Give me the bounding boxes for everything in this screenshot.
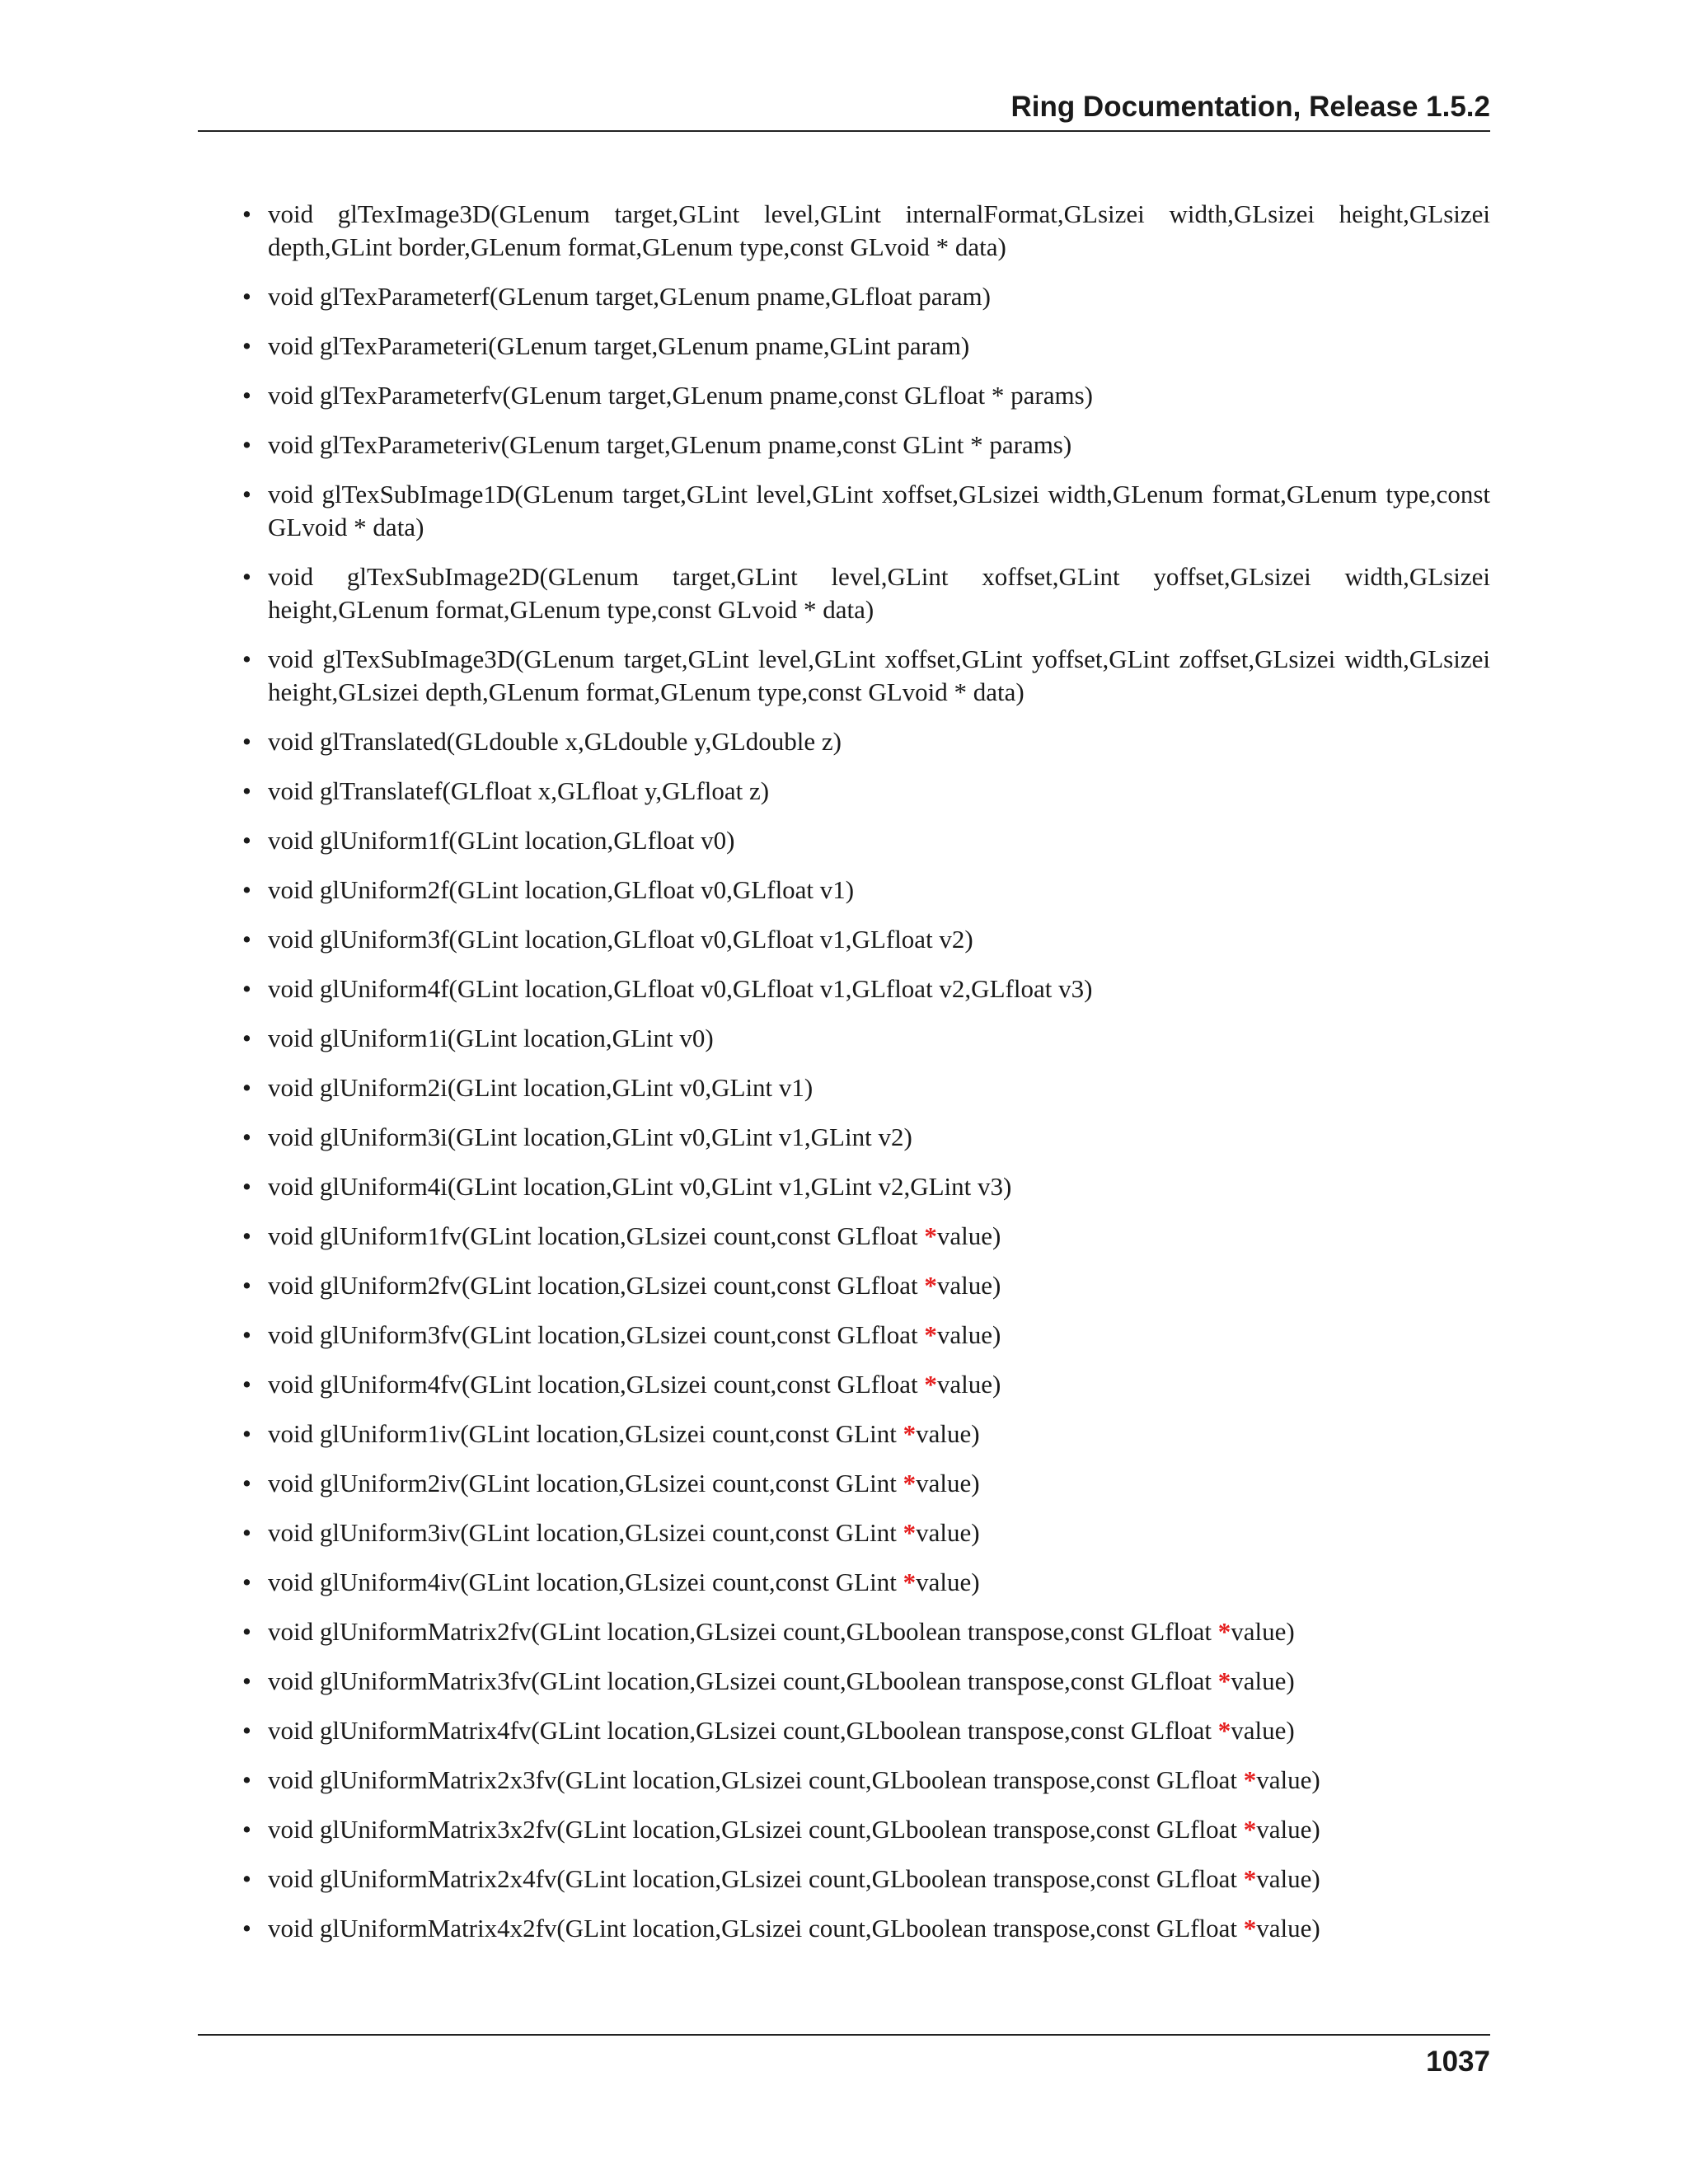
list-item bbox=[198, 824, 1490, 857]
list-item bbox=[198, 1665, 1490, 1698]
list-item bbox=[198, 1516, 1490, 1549]
bullet-icon: • bbox=[242, 430, 251, 459]
function-signature-tail: value) bbox=[916, 1518, 980, 1547]
list-item bbox=[198, 1220, 1490, 1253]
function-signature-tail: value) bbox=[1256, 1765, 1320, 1794]
bullet-icon: • bbox=[242, 1864, 251, 1893]
function-signature: void glTexSubImage1D(GLenum target,GLint level,GLint xoffset,GLsizei width,GLenum format,GLenum type,const GLvoid * data) bbox=[268, 480, 1490, 541]
function-signature-tail: value) bbox=[1231, 1617, 1295, 1646]
function-signature: void glUniform1f(GLint location,GLfloat v0) bbox=[268, 826, 735, 855]
page-header bbox=[198, 89, 1490, 132]
bullet-icon: • bbox=[242, 1716, 251, 1745]
list-item bbox=[198, 1418, 1490, 1451]
bullet-icon: • bbox=[242, 282, 251, 311]
pointer-asterisk: * bbox=[903, 1419, 917, 1448]
function-signature-tail: value) bbox=[1256, 1864, 1320, 1893]
function-signature: void glUniform4fv(GLint location,GLsizei count,const GLfloat bbox=[268, 1370, 925, 1399]
bullet-icon: • bbox=[242, 1073, 251, 1102]
pointer-asterisk: * bbox=[924, 1320, 937, 1349]
pointer-asterisk: * bbox=[924, 1370, 937, 1399]
function-signature: void glTexImage3D(GLenum target,GLint level,GLint internalFormat,GLsizei width,GLsizei height,GLsizei depth,GLint border,GLenum format,GLenum type,const GLvoid * data) bbox=[268, 199, 1490, 261]
list-item bbox=[198, 478, 1490, 544]
page-number: 1037 bbox=[1426, 2046, 1490, 2078]
function-signature-tail: value) bbox=[936, 1370, 1001, 1399]
function-signature: void glTranslatef(GLfloat x,GLfloat y,GLfloat z) bbox=[268, 776, 770, 805]
function-signature: void glUniform3iv(GLint location,GLsizei count,const GLint bbox=[268, 1518, 903, 1547]
function-signature-tail: value) bbox=[1231, 1716, 1295, 1745]
function-signature: void glUniform4iv(GLint location,GLsizei count,const GLint bbox=[268, 1568, 903, 1596]
bullet-icon: • bbox=[242, 1568, 251, 1596]
function-signature: void glTexSubImage3D(GLenum target,GLint level,GLint xoffset,GLint yoffset,GLint zoffset,GLsizei width,GLsizei height,GLsizei depth,GLenum format,GLenum type,const GLvoid * data) bbox=[268, 644, 1490, 706]
bullet-icon: • bbox=[242, 1914, 251, 1943]
page-content bbox=[198, 198, 1490, 1961]
list-item bbox=[198, 1615, 1490, 1648]
function-signature: void glUniformMatrix4fv(GLint location,GLsizei count,GLboolean transpose,const GLfloat bbox=[268, 1716, 1218, 1745]
bullet-icon: • bbox=[242, 727, 251, 756]
function-signature: void glUniform2f(GLint location,GLfloat v0,GLfloat v1) bbox=[268, 875, 855, 904]
function-signature: void glUniformMatrix2fv(GLint location,GLsizei count,GLboolean transpose,const GLfloat bbox=[268, 1617, 1218, 1646]
bullet-icon: • bbox=[242, 1320, 251, 1349]
list-item bbox=[198, 330, 1490, 363]
pointer-asterisk: * bbox=[1243, 1864, 1257, 1893]
function-signature: void glUniform1i(GLint location,GLint v0) bbox=[268, 1024, 714, 1052]
function-signature: void glUniform4f(GLint location,GLfloat v0,GLfloat v1,GLfloat v2,GLfloat v3) bbox=[268, 974, 1093, 1003]
list-item bbox=[198, 1319, 1490, 1352]
function-signature: void glTexParameterfv(GLenum target,GLenum pname,const GLfloat * params) bbox=[268, 381, 1093, 410]
pointer-asterisk: * bbox=[903, 1568, 917, 1596]
bullet-icon: • bbox=[242, 1765, 251, 1794]
bullet-icon: • bbox=[242, 1815, 251, 1844]
list-item bbox=[198, 198, 1490, 264]
pointer-asterisk: * bbox=[903, 1518, 917, 1547]
pointer-asterisk: * bbox=[903, 1469, 917, 1497]
function-signature: void glUniform2iv(GLint location,GLsizei count,const GLint bbox=[268, 1469, 903, 1497]
list-item bbox=[198, 972, 1490, 1005]
pointer-asterisk: * bbox=[924, 1271, 937, 1300]
bullet-icon: • bbox=[242, 1221, 251, 1250]
pointer-asterisk: * bbox=[1217, 1617, 1231, 1646]
bullet-icon: • bbox=[242, 776, 251, 805]
function-signature-tail: value) bbox=[1256, 1815, 1320, 1844]
list-item bbox=[198, 379, 1490, 412]
list-item bbox=[198, 725, 1490, 758]
bullet-icon: • bbox=[242, 1024, 251, 1052]
page-footer bbox=[198, 2034, 1490, 2085]
bullet-icon: • bbox=[242, 381, 251, 410]
function-signature: void glUniform2i(GLint location,GLint v0,GLint v1) bbox=[268, 1073, 814, 1102]
list-item bbox=[198, 280, 1490, 313]
pointer-asterisk: * bbox=[1243, 1815, 1257, 1844]
function-signature: void glTranslated(GLdouble x,GLdouble y,GLdouble z) bbox=[268, 727, 842, 756]
list-item bbox=[198, 1714, 1490, 1747]
list-item bbox=[198, 1813, 1490, 1846]
function-signature: void glTexSubImage2D(GLenum target,GLint level,GLint xoffset,GLint yoffset,GLsizei width,GLsizei height,GLenum format,GLenum type,const GLvoid * data) bbox=[268, 562, 1490, 624]
document-title: Ring Documentation, Release 1.5.2 bbox=[1010, 91, 1490, 123]
bullet-icon: • bbox=[242, 331, 251, 360]
function-signature: void glUniform3f(GLint location,GLfloat v0,GLfloat v1,GLfloat v2) bbox=[268, 925, 973, 954]
bullet-icon: • bbox=[242, 644, 251, 673]
bullet-icon: • bbox=[242, 562, 251, 591]
function-list bbox=[198, 198, 1490, 1945]
bullet-icon: • bbox=[242, 1172, 251, 1201]
list-item bbox=[198, 1467, 1490, 1500]
function-signature-tail: value) bbox=[1256, 1914, 1320, 1943]
function-signature-tail: value) bbox=[936, 1271, 1001, 1300]
bullet-icon: • bbox=[242, 1122, 251, 1151]
bullet-icon: • bbox=[242, 1518, 251, 1547]
function-signature: void glUniform2fv(GLint location,GLsizei count,const GLfloat bbox=[268, 1271, 925, 1300]
list-item bbox=[198, 1863, 1490, 1896]
function-signature-tail: value) bbox=[916, 1568, 980, 1596]
bullet-icon: • bbox=[242, 875, 251, 904]
list-item bbox=[198, 874, 1490, 907]
bullet-icon: • bbox=[242, 974, 251, 1003]
function-signature: void glUniformMatrix2x4fv(GLint location,GLsizei count,GLboolean transpose,const GLfloat bbox=[268, 1864, 1244, 1893]
list-item bbox=[198, 1566, 1490, 1599]
list-item bbox=[198, 1022, 1490, 1055]
bullet-icon: • bbox=[242, 1370, 251, 1399]
bullet-icon: • bbox=[242, 1617, 251, 1646]
bullet-icon: • bbox=[242, 1469, 251, 1497]
function-signature-tail: value) bbox=[936, 1320, 1001, 1349]
list-item bbox=[198, 1764, 1490, 1797]
function-signature-tail: value) bbox=[916, 1469, 980, 1497]
pointer-asterisk: * bbox=[1243, 1765, 1257, 1794]
pointer-asterisk: * bbox=[1243, 1914, 1257, 1943]
pointer-asterisk: * bbox=[1217, 1716, 1231, 1745]
function-signature: void glTexParameterf(GLenum target,GLenum pname,GLfloat param) bbox=[268, 282, 991, 311]
list-item bbox=[198, 643, 1490, 709]
function-signature: void glUniform1iv(GLint location,GLsizei count,const GLint bbox=[268, 1419, 903, 1448]
bullet-icon: • bbox=[242, 826, 251, 855]
bullet-icon: • bbox=[242, 1666, 251, 1695]
list-item bbox=[198, 560, 1490, 626]
function-signature: void glTexParameteriv(GLenum target,GLenum pname,const GLint * params) bbox=[268, 430, 1072, 459]
list-item bbox=[198, 1071, 1490, 1104]
function-signature: void glUniformMatrix3fv(GLint location,GLsizei count,GLboolean transpose,const GLfloat bbox=[268, 1666, 1218, 1695]
list-item bbox=[198, 923, 1490, 956]
function-signature: void glUniform4i(GLint location,GLint v0,GLint v1,GLint v2,GLint v3) bbox=[268, 1172, 1012, 1201]
bullet-icon: • bbox=[242, 1419, 251, 1448]
list-item bbox=[198, 1121, 1490, 1154]
list-item bbox=[198, 775, 1490, 808]
function-signature-tail: value) bbox=[936, 1221, 1001, 1250]
list-item bbox=[198, 1368, 1490, 1401]
pointer-asterisk: * bbox=[1217, 1666, 1231, 1695]
function-signature: void glUniform3i(GLint location,GLint v0,GLint v1,GLint v2) bbox=[268, 1122, 912, 1151]
bullet-icon: • bbox=[242, 480, 251, 509]
pointer-asterisk: * bbox=[924, 1221, 937, 1250]
bullet-icon: • bbox=[242, 925, 251, 954]
list-item bbox=[198, 1170, 1490, 1203]
list-item bbox=[198, 429, 1490, 462]
function-signature-tail: value) bbox=[1231, 1666, 1295, 1695]
function-signature: void glUniformMatrix3x2fv(GLint location,GLsizei count,GLboolean transpose,const GLfloat bbox=[268, 1815, 1244, 1844]
function-signature-tail: value) bbox=[916, 1419, 980, 1448]
list-item bbox=[198, 1912, 1490, 1945]
function-signature: void glTexParameteri(GLenum target,GLenum pname,GLint param) bbox=[268, 331, 970, 360]
function-signature: void glUniformMatrix2x3fv(GLint location,GLsizei count,GLboolean transpose,const GLfloat bbox=[268, 1765, 1244, 1794]
function-signature: void glUniform3fv(GLint location,GLsizei count,const GLfloat bbox=[268, 1320, 925, 1349]
list-item bbox=[198, 1269, 1490, 1302]
bullet-icon: • bbox=[242, 199, 251, 228]
function-signature: void glUniformMatrix4x2fv(GLint location,GLsizei count,GLboolean transpose,const GLfloat bbox=[268, 1914, 1244, 1943]
bullet-icon: • bbox=[242, 1271, 251, 1300]
function-signature: void glUniform1fv(GLint location,GLsizei count,const GLfloat bbox=[268, 1221, 925, 1250]
